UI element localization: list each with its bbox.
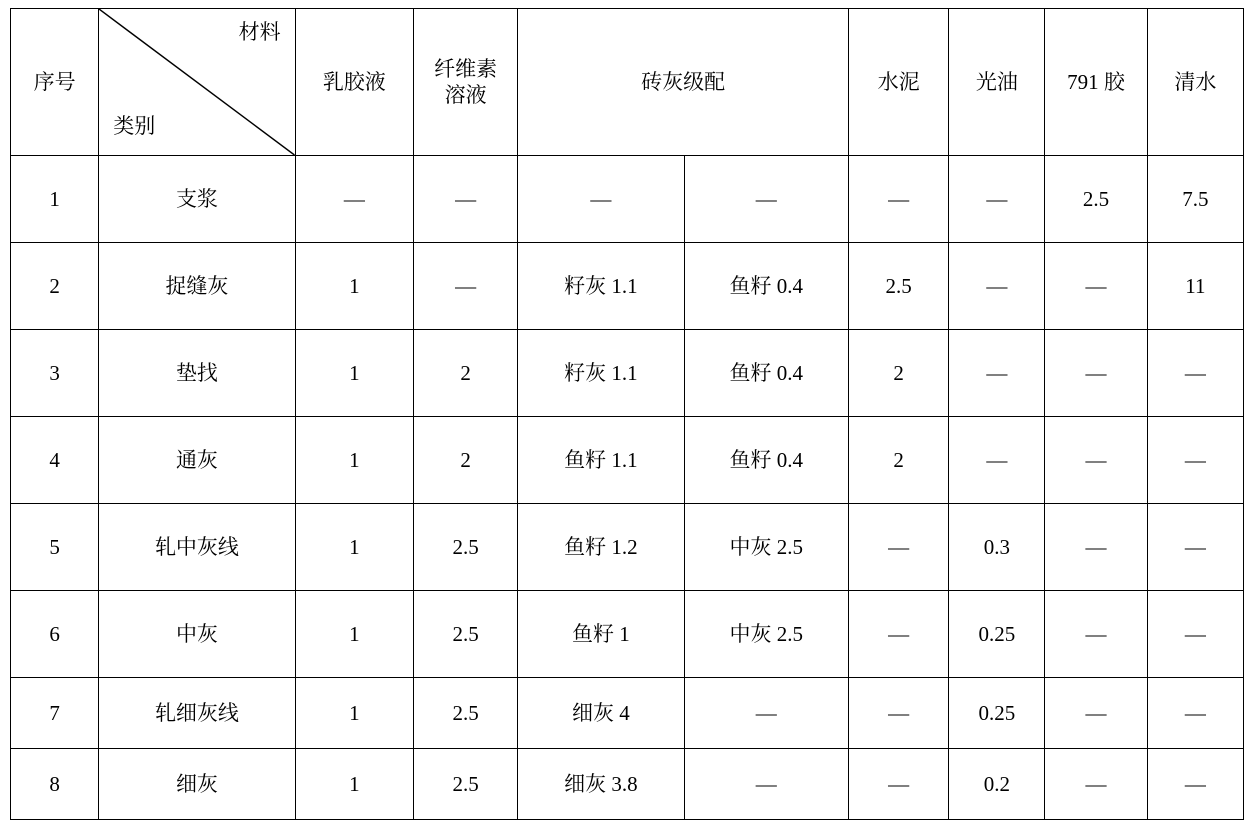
cell-grade2: 鱼籽 0.4 — [684, 417, 848, 504]
cell-grade1: 细灰 3.8 — [518, 749, 684, 820]
cell-varnish: — — [949, 243, 1045, 330]
cell-cement: — — [848, 749, 948, 820]
cell-water: — — [1147, 749, 1243, 820]
cell-cement: — — [848, 591, 948, 678]
cell-grade2: — — [684, 749, 848, 820]
cell-latex: 1 — [295, 678, 413, 749]
header-cell-glue791: 791 胶 — [1045, 9, 1147, 156]
cell-cement: 2 — [848, 330, 948, 417]
cell-glue791: — — [1045, 243, 1147, 330]
cell-glue791: — — [1045, 749, 1147, 820]
cell-no: 2 — [11, 243, 99, 330]
cell-category: 垫找 — [99, 330, 295, 417]
cell-water: 7.5 — [1147, 156, 1243, 243]
header-cellulose-line2: 溶液 — [444, 83, 487, 107]
table-row — [11, 417, 1244, 504]
cell-category: 支浆 — [99, 156, 295, 243]
header-cell-cellulose — [413, 9, 517, 156]
table-body — [11, 156, 1244, 820]
cell-latex: 1 — [295, 417, 413, 504]
material-mix-ratio-table — [10, 8, 1244, 820]
cell-cellulose: 2.5 — [413, 591, 517, 678]
cell-no: 1 — [11, 156, 99, 243]
cell-latex: 1 — [295, 749, 413, 820]
cell-grade2: 中灰 2.5 — [684, 504, 848, 591]
cell-no: 4 — [11, 417, 99, 504]
cell-category: 通灰 — [99, 417, 295, 504]
header-cell-brick-ash-grading: 砖灰级配 — [518, 9, 849, 156]
cell-varnish: — — [949, 417, 1045, 504]
table-row — [11, 591, 1244, 678]
cell-cellulose: 2 — [413, 330, 517, 417]
header-row — [11, 9, 1244, 156]
cell-glue791: 2.5 — [1045, 156, 1147, 243]
cell-cellulose: — — [413, 243, 517, 330]
cell-varnish: — — [949, 330, 1045, 417]
cell-category: 中灰 — [99, 591, 295, 678]
cell-cellulose: 2.5 — [413, 678, 517, 749]
cell-grade1: 鱼籽 1.2 — [518, 504, 684, 591]
cell-grade1: 籽灰 1.1 — [518, 330, 684, 417]
cell-grade2: 中灰 2.5 — [684, 591, 848, 678]
header-cell-varnish: 光油 — [949, 9, 1045, 156]
cell-cellulose: 2.5 — [413, 504, 517, 591]
table-row — [11, 504, 1244, 591]
cell-cellulose: 2.5 — [413, 749, 517, 820]
cell-varnish: — — [949, 156, 1045, 243]
cell-water: — — [1147, 330, 1243, 417]
table-header — [11, 9, 1244, 156]
cell-varnish: 0.25 — [949, 591, 1045, 678]
cell-glue791: — — [1045, 678, 1147, 749]
cell-glue791: — — [1045, 417, 1147, 504]
cell-latex: 1 — [295, 330, 413, 417]
header-label-category: 类别 — [113, 113, 156, 138]
cell-grade1: 鱼籽 1.1 — [518, 417, 684, 504]
cell-water: — — [1147, 591, 1243, 678]
cell-cement: 2.5 — [848, 243, 948, 330]
cell-grade2: — — [684, 156, 848, 243]
cell-no: 7 — [11, 678, 99, 749]
cell-water: — — [1147, 504, 1243, 591]
cell-category: 细灰 — [99, 749, 295, 820]
table-row — [11, 678, 1244, 749]
table-row — [11, 156, 1244, 243]
cell-water: — — [1147, 678, 1243, 749]
table-row — [11, 330, 1244, 417]
cell-grade1: — — [518, 156, 684, 243]
cell-grade2: 鱼籽 0.4 — [684, 243, 848, 330]
cell-category: 轧细灰线 — [99, 678, 295, 749]
cell-latex: 1 — [295, 591, 413, 678]
header-cellulose-line1: 纤维素 — [434, 56, 498, 81]
cell-cement: — — [848, 504, 948, 591]
cell-latex: 1 — [295, 243, 413, 330]
cell-cellulose: 2 — [413, 417, 517, 504]
header-cell-no: 序号 — [11, 9, 99, 156]
header-label-material: 材料 — [238, 20, 281, 44]
cell-varnish: 0.3 — [949, 504, 1045, 591]
header-cell-water: 清水 — [1147, 9, 1243, 156]
table-row — [11, 243, 1244, 330]
cell-no: 5 — [11, 504, 99, 591]
cell-category: 轧中灰线 — [99, 504, 295, 591]
cell-no: 3 — [11, 330, 99, 417]
cell-cement: — — [848, 156, 948, 243]
cell-glue791: — — [1045, 330, 1147, 417]
cell-latex: 1 — [295, 504, 413, 591]
cell-no: 6 — [11, 591, 99, 678]
cell-grade1: 细灰 4 — [518, 678, 684, 749]
cell-varnish: 0.2 — [949, 749, 1045, 820]
cell-grade1: 鱼籽 1 — [518, 591, 684, 678]
cell-water: 11 — [1147, 243, 1243, 330]
cell-latex: — — [295, 156, 413, 243]
header-cell-cement: 水泥 — [848, 9, 948, 156]
cell-cement: — — [848, 678, 948, 749]
cell-water: — — [1147, 417, 1243, 504]
cell-glue791: — — [1045, 591, 1147, 678]
cell-no: 8 — [11, 749, 99, 820]
cell-grade1: 籽灰 1.1 — [518, 243, 684, 330]
header-cell-latex: 乳胶液 — [295, 9, 413, 156]
header-cell-material-category — [99, 9, 295, 156]
cell-glue791: — — [1045, 504, 1147, 591]
cell-grade2: 鱼籽 0.4 — [684, 330, 848, 417]
cell-category: 捉缝灰 — [99, 243, 295, 330]
cell-varnish: 0.25 — [949, 678, 1045, 749]
table-row — [11, 749, 1244, 820]
cell-grade2: — — [684, 678, 848, 749]
cell-cellulose: — — [413, 156, 517, 243]
cell-cement: 2 — [848, 417, 948, 504]
